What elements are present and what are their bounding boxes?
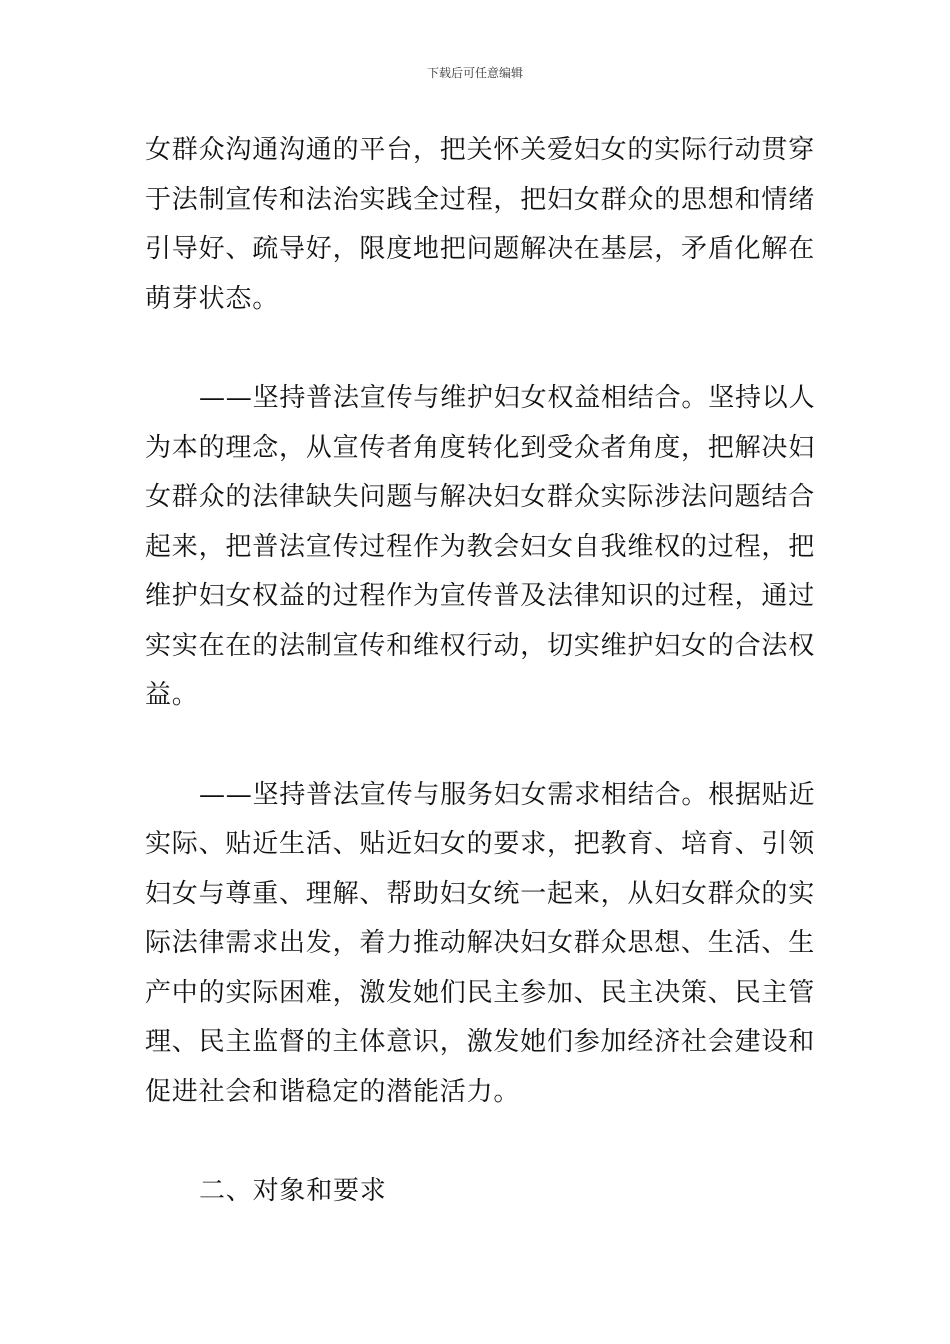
text-line: 实实在在的法制宣传和维权行动，切实维护妇女的合法权 <box>145 630 816 661</box>
section-heading-text: 二、对象和要求 <box>199 1176 387 1206</box>
text-line: 女群众的法律缺失问题与解决妇女群众实际涉法问题结合 <box>145 482 816 512</box>
text-line: 理、民主监督的主体意识，激发她们参加经济社会建设和 <box>145 1027 816 1057</box>
text-line: 维护妇女权益的过程作为宣传普及法律知识的过程，通过 <box>145 581 816 611</box>
text-line: 女群众沟通沟通的平台，把关怀关爱妇女的实际行动贯穿 <box>145 135 816 165</box>
text-line: 实际、贴近生活、贴近妇女的要求，把教育、培育、引领 <box>145 829 816 859</box>
text-line: 起来，把普法宣传过程作为教会妇女自我维权的过程，把 <box>145 531 816 562</box>
text-line: 促进社会和谐稳定的潜能活力。 <box>145 1076 521 1107</box>
text-line: 产中的实际困难，激发她们民主参加、民主决策、民主管 <box>145 977 816 1008</box>
page-header: 下载后可任意编辑 <box>426 66 523 80</box>
text-line: 于法制宣传和法治实践全过程，把妇女群众的思想和情绪 <box>145 184 816 215</box>
text-line: 妇女与尊重、理解、帮助妇女统一起来，从妇女群众的实 <box>145 878 816 909</box>
text-line: 引导好、疏导好，限度地把问题解决在基层，矛盾化解在 <box>145 234 816 264</box>
paragraph-service-needs <box>145 771 816 1118</box>
paragraph-gap <box>145 324 807 374</box>
text-line: 萌芽状态。 <box>145 283 280 314</box>
paragraph-continuation <box>145 126 816 324</box>
paragraph-rights-protection <box>145 374 816 721</box>
section-heading <box>145 1167 807 1217</box>
text-line: 益。 <box>145 680 199 710</box>
text-line: ——坚持普法宣传与服务妇女需求相结合。根据贴近 <box>199 779 816 810</box>
paragraph-gap <box>145 1117 807 1167</box>
text-line: 际法律需求出发，着力推动解决妇女群众思想、生活、生 <box>145 928 816 958</box>
paragraph-gap <box>145 721 807 771</box>
text-line: 为本的理念，从宣传者角度转化到受众者角度，把解决妇 <box>145 432 816 463</box>
document-body <box>145 126 816 1217</box>
text-line: ——坚持普法宣传与维护妇女权益相结合。坚持以人 <box>199 383 816 413</box>
